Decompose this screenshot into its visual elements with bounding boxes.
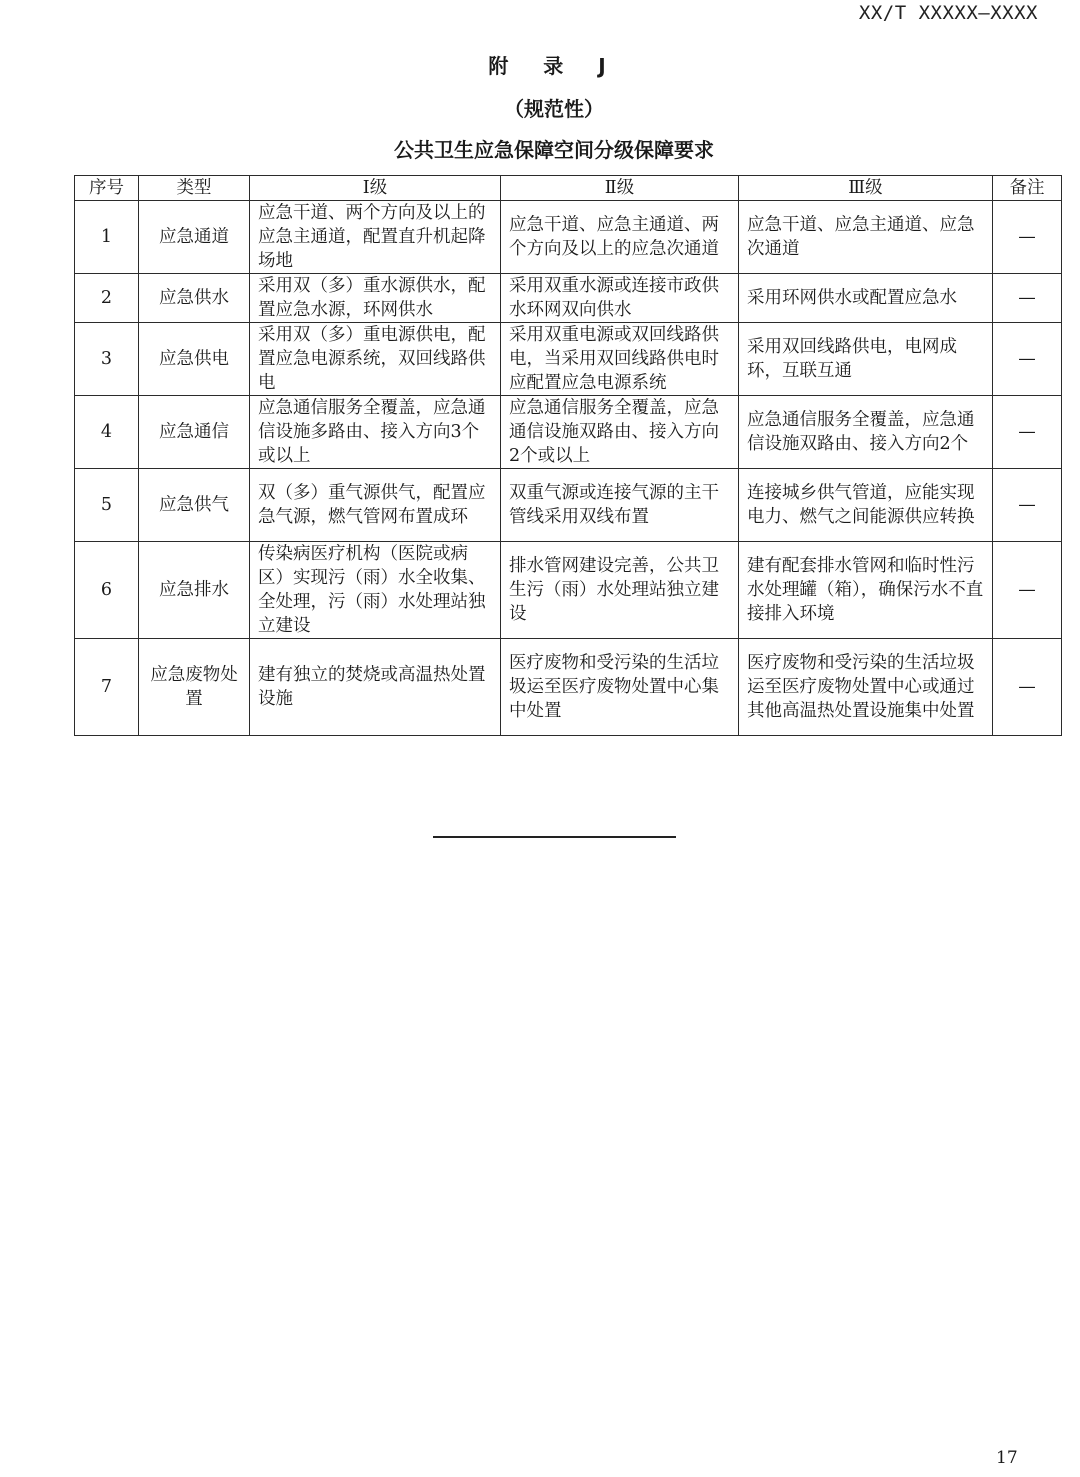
table-row bbox=[75, 274, 1062, 323]
table-row bbox=[75, 469, 1062, 542]
cell-note: — bbox=[993, 323, 1062, 396]
cell-level-2: 采用双重电源或双回线路供电，当采用双回线路供电时应配置应急电源系统 bbox=[501, 323, 739, 396]
page-number: 17 bbox=[996, 1448, 1018, 1468]
normative-label: （规范性） bbox=[504, 97, 604, 121]
standard-code: XX/T XXXXX—XXXX bbox=[858, 2, 1038, 24]
cell-level-3: 连接城乡供气管道，应能实现电力、燃气之间能源供应转换 bbox=[739, 469, 993, 542]
cell-seq: 1 bbox=[75, 201, 139, 274]
cell-type: 应急供气 bbox=[139, 469, 250, 542]
cell-level-3: 医疗废物和受污染的生活垃圾运至医疗废物处置中心或通过其他高温热处置设施集中处置 bbox=[739, 639, 993, 736]
requirements-table bbox=[74, 175, 1062, 736]
cell-level-3: 采用双回线路供电，电网成环，互联互通 bbox=[739, 323, 993, 396]
cell-level-3: 应急干道、应急主通道、应急次通道 bbox=[739, 201, 993, 274]
end-divider bbox=[433, 836, 676, 838]
appendix-label: 附 录 J bbox=[488, 54, 620, 78]
cell-level-3: 采用环网供水或配置应急水 bbox=[739, 274, 993, 323]
cell-type: 应急废物处置 bbox=[139, 639, 250, 736]
cell-type: 应急供电 bbox=[139, 323, 250, 396]
table-row bbox=[75, 639, 1062, 736]
table-row bbox=[75, 542, 1062, 639]
cell-type: 应急通道 bbox=[139, 201, 250, 274]
cell-level-3: 建有配套排水管网和临时性污水处理罐（箱），确保污水不直接排入环境 bbox=[739, 542, 993, 639]
cell-note: — bbox=[993, 639, 1062, 736]
cell-level-2: 双重气源或连接气源的主干管线采用双线布置 bbox=[501, 469, 739, 542]
cell-seq: 6 bbox=[75, 542, 139, 639]
cell-level-3: 应急通信服务全覆盖，应急通信设施双路由、接入方向2个 bbox=[739, 396, 993, 469]
table-row bbox=[75, 323, 1062, 396]
cell-level-1: 双（多）重气源供气，配置应急气源，燃气管网布置成环 bbox=[250, 469, 501, 542]
cell-level-1: 采用双（多）重电源供电，配置应急电源系统，双回线路供电 bbox=[250, 323, 501, 396]
cell-level-2: 应急通信服务全覆盖，应急通信设施双路由、接入方向2个或以上 bbox=[501, 396, 739, 469]
table-row bbox=[75, 201, 1062, 274]
cell-seq: 4 bbox=[75, 396, 139, 469]
header-note: 备注 bbox=[993, 176, 1062, 201]
table-header-row bbox=[75, 176, 1062, 201]
header-seq: 序号 bbox=[75, 176, 139, 201]
cell-seq: 5 bbox=[75, 469, 139, 542]
cell-note: — bbox=[993, 274, 1062, 323]
cell-level-1: 建有独立的焚烧或高温热处置设施 bbox=[250, 639, 501, 736]
cell-note: — bbox=[993, 469, 1062, 542]
cell-level-1: 应急通信服务全覆盖，应急通信设施多路由、接入方向3个或以上 bbox=[250, 396, 501, 469]
cell-type: 应急供水 bbox=[139, 274, 250, 323]
cell-level-2: 医疗废物和受污染的生活垃圾运至医疗废物处置中心集中处置 bbox=[501, 639, 739, 736]
cell-note: — bbox=[993, 542, 1062, 639]
cell-level-1: 采用双（多）重水源供水，配置应急水源，环网供水 bbox=[250, 274, 501, 323]
cell-level-2: 应急干道、应急主通道、两个方向及以上的应急次通道 bbox=[501, 201, 739, 274]
cell-level-2: 采用双重水源或连接市政供水环网双向供水 bbox=[501, 274, 739, 323]
cell-note: — bbox=[993, 396, 1062, 469]
cell-level-1: 传染病医疗机构（医院或病区）实现污（雨）水全收集、全处理，污（雨）水处理站独立建设 bbox=[250, 542, 501, 639]
cell-seq: 2 bbox=[75, 274, 139, 323]
table-title: 公共卫生应急保障空间分级保障要求 bbox=[394, 138, 714, 162]
cell-seq: 7 bbox=[75, 639, 139, 736]
header-level-3: Ⅲ级 bbox=[739, 176, 993, 201]
cell-type: 应急排水 bbox=[139, 542, 250, 639]
cell-seq: 3 bbox=[75, 323, 139, 396]
header-type: 类型 bbox=[139, 176, 250, 201]
cell-note: — bbox=[993, 201, 1062, 274]
cell-type: 应急通信 bbox=[139, 396, 250, 469]
table-row bbox=[75, 396, 1062, 469]
cell-level-1: 应急干道、两个方向及以上的应急主通道，配置直升机起降场地 bbox=[250, 201, 501, 274]
header-level-2: Ⅱ级 bbox=[501, 176, 739, 201]
header-level-1: Ⅰ级 bbox=[250, 176, 501, 201]
cell-level-2: 排水管网建设完善，公共卫生污（雨）水处理站独立建设 bbox=[501, 542, 739, 639]
